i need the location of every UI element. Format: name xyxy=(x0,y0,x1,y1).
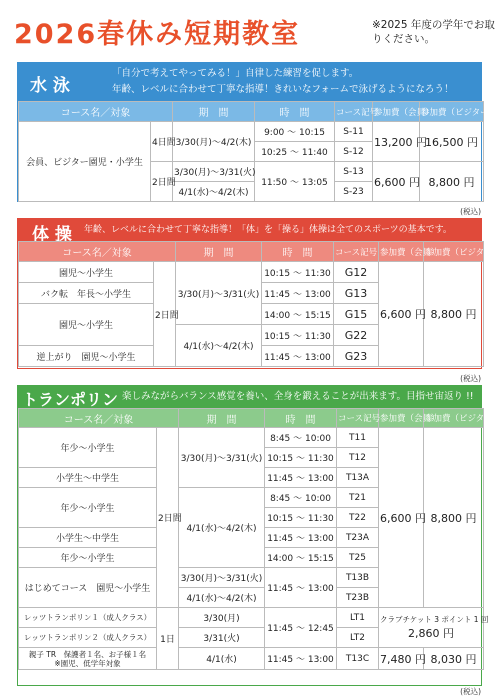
tramp-time-12: 11:45 ～ 13:00 xyxy=(265,648,337,670)
gym-course-5: 逆上がり 園児～小学生 xyxy=(19,346,154,367)
tramp-period-5: 3/30(月) xyxy=(179,608,265,628)
swim-col-member: 参加費（会員） xyxy=(373,102,420,122)
swim-member-1: 13,200 円 xyxy=(373,122,420,162)
tramp-period-7: 4/1(水) xyxy=(179,648,265,670)
swim-time-1: 9:00 ～ 10:15 xyxy=(255,122,335,142)
swim-col-period: 期 間 xyxy=(173,102,255,122)
swim-time-2: 10:25 ～ 11:40 xyxy=(255,142,335,162)
trampoline-header xyxy=(18,386,481,408)
swim-period-2: 3/30(月)～3/31(火) xyxy=(173,162,255,182)
swim-col-course: コース名／対象 xyxy=(19,102,173,122)
tramp-code-2: T12 xyxy=(337,448,379,468)
gym-course-1: 園児～小学生 xyxy=(19,262,154,283)
swim-tax-note: (税込) xyxy=(460,207,481,216)
tramp-course-7: 年少～小学生 xyxy=(19,548,157,568)
gym-code-3: G15 xyxy=(334,304,379,325)
tramp-visitor: 8,800 円 xyxy=(424,428,484,608)
swim-visitor-1: 16,500 円 xyxy=(420,122,484,162)
tramp-col-visitor: 参加費（ビジター） xyxy=(424,409,484,428)
tramp-course-4: 年少～小学生 xyxy=(19,488,157,528)
tramp-course-6: 小学生～中学生 xyxy=(19,528,157,548)
tramp-code-12: T13C xyxy=(337,648,379,670)
gym-code-1: G12 xyxy=(334,262,379,283)
gym-table xyxy=(18,241,501,367)
tramp-course-10: レッツトランポリン１（成人クラス） xyxy=(19,608,157,628)
tramp-time-6: 11:45 ～ 13:00 xyxy=(265,528,337,548)
tramp-code-4: T21 xyxy=(337,488,379,508)
gym-col-course: コース名／対象 xyxy=(19,242,176,262)
swim-period-3: 4/1(水)～4/2(木) xyxy=(173,182,255,202)
gym-visitor: 8,800 円 xyxy=(424,262,484,367)
trampoline-name: トランポリン xyxy=(22,390,119,409)
tramp-time-10: 11:45 ～ 12:45 xyxy=(265,608,337,648)
gym-col-member: 参加費（会員） xyxy=(379,242,424,262)
tramp-days-2: 2日間 xyxy=(157,428,179,608)
gym-code-2: G13 xyxy=(334,283,379,304)
tramp-course-12-line1: 親子 TR 保護者１名、お子様１名 xyxy=(28,649,147,659)
swim-table xyxy=(18,101,498,202)
tramp-code-3: T13A xyxy=(337,468,379,488)
tramp-code-11: LT2 xyxy=(337,628,379,648)
grade-note: ※2025 年度の学年でお取りください。 xyxy=(372,19,495,45)
swim-days-2: 2日間 xyxy=(151,162,173,202)
swim-desc-2: 年齢、レベルに合わせて丁寧な指導！きれいなフォームで泳げるようになろう！ xyxy=(112,84,454,95)
gym-col-period: 期 間 xyxy=(176,242,262,262)
gym-time-1: 10:15 ～ 11:30 xyxy=(262,262,334,283)
swim-col-time: 時 間 xyxy=(255,102,335,122)
tramp-col-course: コース名／対象 xyxy=(19,409,179,428)
swim-desc-1: 「自分で考えてやってみる！」自律した練習を促します。 xyxy=(112,68,359,79)
swim-header xyxy=(18,63,481,101)
trampoline-section xyxy=(17,385,501,686)
gym-member: 6,600 円 xyxy=(379,262,424,367)
tramp-code-1: T11 xyxy=(337,428,379,448)
tramp-course-3: 小学生～中学生 xyxy=(19,468,157,488)
swim-visitor-2: 8,800 円 xyxy=(420,162,484,202)
gym-tax-note: (税込) xyxy=(460,374,481,383)
tramp-member-12: 7,480 円 xyxy=(379,648,424,670)
gym-header xyxy=(18,219,481,245)
swim-course: 会員、ビジター園児・小学生 xyxy=(19,122,151,202)
tramp-ticket-price: 2,860 円 xyxy=(408,627,454,640)
tramp-time-5: 10:15 ～ 11:30 xyxy=(265,508,337,528)
gym-col-visitor: 参加費（ビジター） xyxy=(424,242,484,262)
tramp-time-7: 14:00 ～ 15:15 xyxy=(265,548,337,568)
gym-time-2: 11:45 ～ 13:00 xyxy=(262,283,334,304)
swim-code-4: S-23 xyxy=(335,182,373,202)
tramp-time-4: 8:45 ～ 10:00 xyxy=(265,488,337,508)
gym-col-time: 時 間 xyxy=(262,242,334,262)
tramp-code-8: T13B xyxy=(337,568,379,588)
gym-period-1: 3/30(月)～3/31(火) xyxy=(176,262,262,325)
gym-code-5: G23 xyxy=(334,346,379,367)
trampoline-desc: 楽しみながらバランス感覚を養い、全身を鍛えることが出来ます。目指せ宙返り !! xyxy=(122,391,474,402)
tramp-code-9: T23B xyxy=(337,588,379,608)
gym-name: 体 操 xyxy=(32,225,72,245)
tramp-period-4: 4/1(水)～4/2(木) xyxy=(179,588,265,608)
tramp-course-12 xyxy=(19,648,157,670)
tramp-visitor-12: 8,030 円 xyxy=(424,648,484,670)
tramp-period-3: 3/30(月)～3/31(火) xyxy=(179,568,265,588)
swim-name: 水 泳 xyxy=(30,76,70,96)
tramp-course-12-line2: ※園児、低学年対象 xyxy=(54,658,121,668)
tramp-course-11: レッツトランポリン２（成人クラス） xyxy=(19,628,157,648)
tramp-code-6: T23A xyxy=(337,528,379,548)
gym-desc: 年齢、レベルに合わせて丁寧な指導！「体」を「操る」体操は全てのスポーツの基本です。 xyxy=(84,225,452,235)
gym-period-2: 4/1(水)～4/2(木) xyxy=(176,325,262,367)
swim-code-2: S-12 xyxy=(335,142,373,162)
swim-code-3: S-13 xyxy=(335,162,373,182)
tramp-days-1: 1日 xyxy=(157,608,179,670)
tramp-period-2: 4/1(水)～4/2(木) xyxy=(179,488,265,568)
gym-time-3: 14:00 ～ 15:15 xyxy=(262,304,334,325)
tramp-period-1: 3/30(月)～3/31(火) xyxy=(179,428,265,488)
tramp-code-7: T25 xyxy=(337,548,379,568)
swim-member-2: 6,600 円 xyxy=(373,162,420,202)
swim-section xyxy=(17,62,498,202)
tramp-time-3: 11:45 ～ 13:00 xyxy=(265,468,337,488)
gym-code-4: G22 xyxy=(334,325,379,346)
tramp-time-8: 11:45 ～ 13:00 xyxy=(265,568,337,608)
tramp-course-1: 年少～小学生 xyxy=(19,428,157,468)
tramp-ticket-cell xyxy=(379,608,489,648)
tramp-course-8: はじめてコース 園児～小学生 xyxy=(19,568,157,608)
tramp-col-member: 参加費（会員） xyxy=(379,409,424,428)
swim-col-visitor: 参加費（ビジター） xyxy=(420,102,484,122)
tramp-member: 6,600 円 xyxy=(379,428,424,608)
gym-course-3: 園児～小学生 xyxy=(19,304,154,346)
gym-time-5: 11:45 ～ 13:00 xyxy=(262,346,334,367)
tramp-col-period: 期 間 xyxy=(179,409,265,428)
tramp-code-10: LT1 xyxy=(337,608,379,628)
page-title: 2026春休み短期教室 xyxy=(14,19,301,50)
tramp-time-2: 10:15 ～ 11:30 xyxy=(265,448,337,468)
gym-col-code: コース記号 xyxy=(334,242,379,262)
tramp-col-code: コース記号 xyxy=(337,409,379,428)
swim-col-code: コース記号 xyxy=(335,102,373,122)
gym-days: 2日間 xyxy=(154,262,176,367)
tramp-ticket-label: クラブチケット 3 ポイント 1 回 xyxy=(380,615,489,624)
gym-course-2: バク転 年長～小学生 xyxy=(19,283,154,304)
swim-code-1: S-11 xyxy=(335,122,373,142)
gym-section xyxy=(17,218,501,369)
tramp-period-6: 3/31(火) xyxy=(179,628,265,648)
tramp-code-5: T22 xyxy=(337,508,379,528)
trampoline-tax-note: (税込) xyxy=(460,687,481,696)
tramp-time-1: 8:45 ～ 10:00 xyxy=(265,428,337,448)
swim-time-3: 11:50 ～ 13:05 xyxy=(255,162,335,202)
tramp-col-time: 時 間 xyxy=(265,409,337,428)
trampoline-table xyxy=(18,408,501,670)
swim-period-1: 3/30(月)～4/2(木) xyxy=(173,122,255,162)
swim-days-4: 4日間 xyxy=(151,122,173,162)
gym-time-4: 10:15 ～ 11:30 xyxy=(262,325,334,346)
